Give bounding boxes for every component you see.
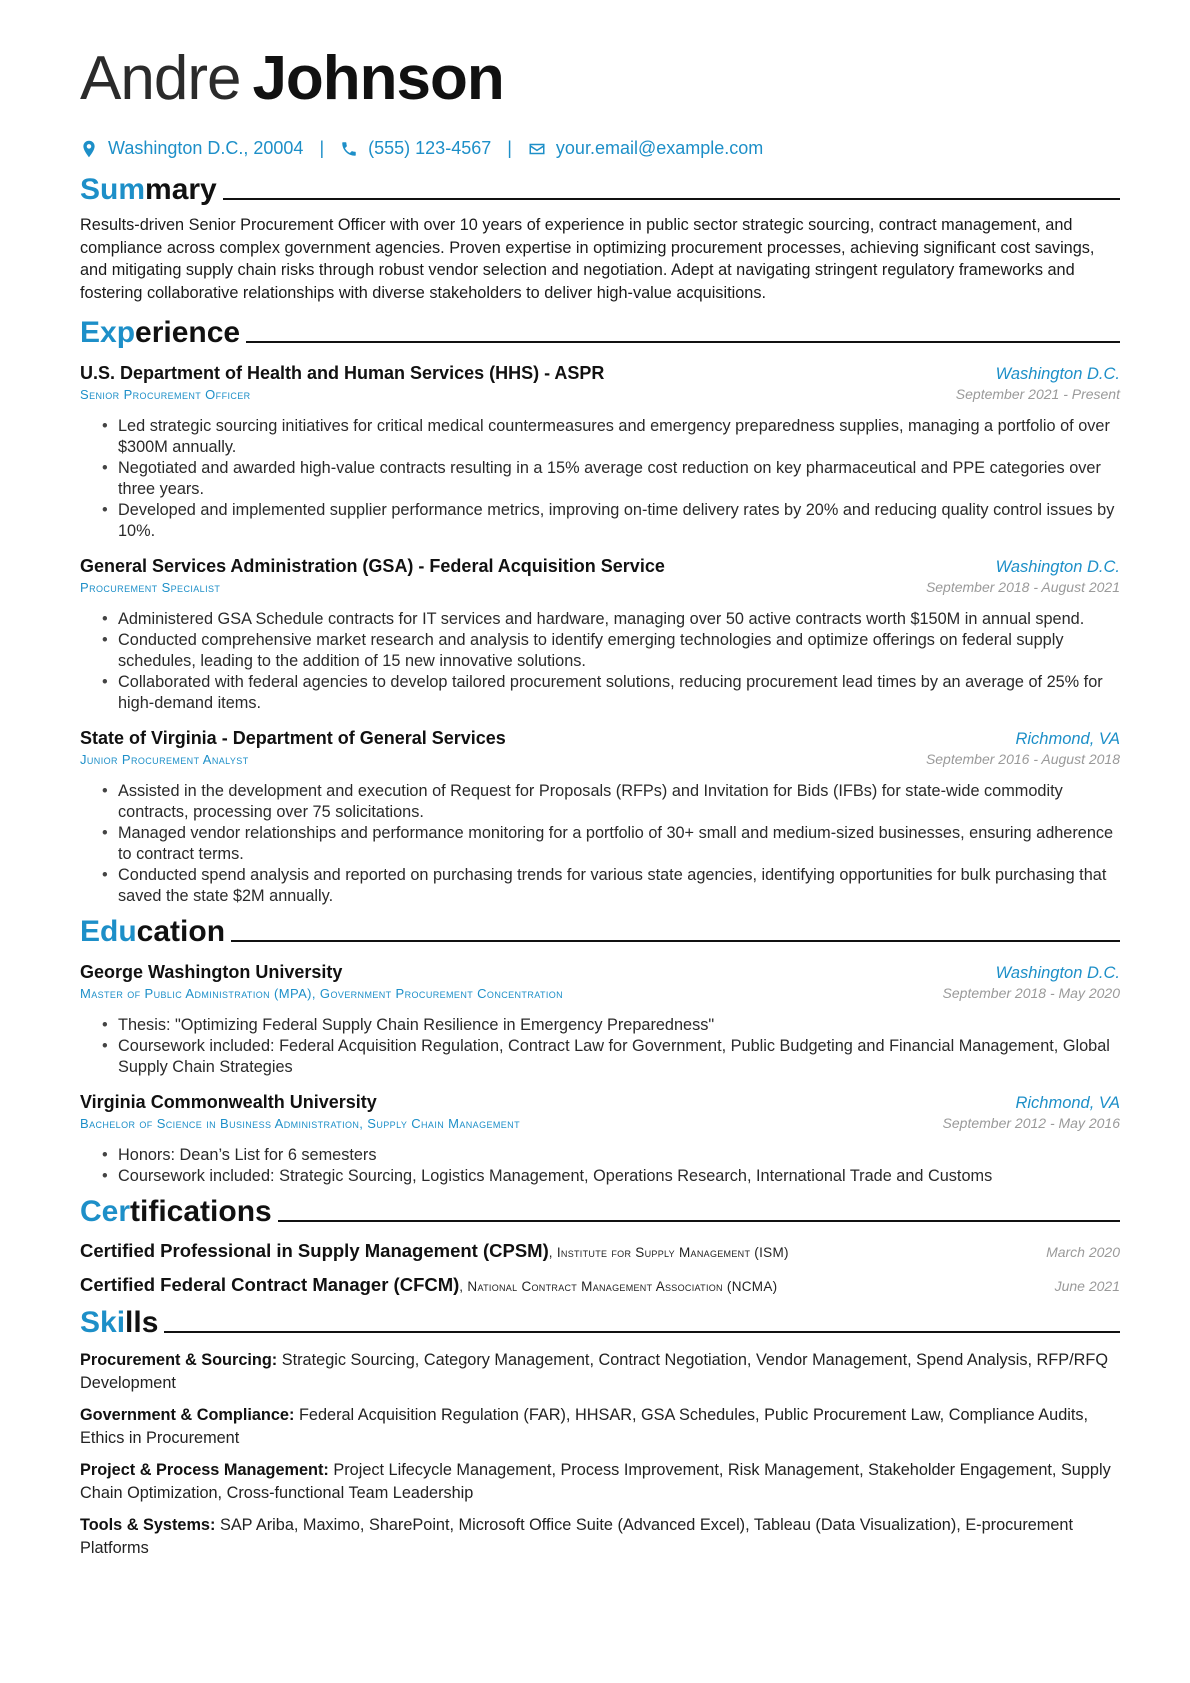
contact-line — [80, 138, 1120, 159]
bullet-item: • Negotiated and awarded high-value contracts resulting in a 15% average cost reduction on key pharmaceutical and PPE categories over three years. — [102, 458, 1130, 500]
entry-dates: September 2018 - May 2020 — [942, 985, 1120, 1001]
entry-dates: September 2012 - May 2016 — [942, 1115, 1120, 1131]
skill-items: SAP Ariba, Maximo, SharePoint, Microsoft Office Suite (Advanced Excel), Tableau (Data Visualization), E-procurement Platforms — [80, 1516, 1074, 1557]
map-pin-icon — [80, 140, 98, 158]
title-rest: tifications — [130, 1195, 272, 1228]
entry-bullets — [80, 781, 1130, 907]
contact-location — [80, 138, 303, 159]
skill-items: Strategic Sourcing, Category Management, Contract Negotiation, Vendor Management, Spend Analysis, RFP/RFQ Development — [80, 1351, 1108, 1392]
entry-location: Washington D.C. — [995, 365, 1120, 383]
bullet-item: • Managed vendor relationships and performance monitoring for a portfolio of 30+ small and medium-sized businesses, ensuring adherence to contract terms. — [102, 823, 1130, 865]
skill-group — [80, 1459, 1120, 1504]
skill-category: Tools & Systems: — [80, 1516, 216, 1534]
bullet-item: • Assisted in the development and execution of Request for Proposals (RFPs) and Invitation for Bids (IFBs) for state-wide commodity contracts, processing over 75 solicitations. — [102, 781, 1130, 823]
entry-location: Washington D.C. — [995, 558, 1120, 576]
title-rest: lls — [125, 1306, 159, 1339]
experience-entry — [80, 728, 1120, 907]
entry-role: Master of Public Administration (MPA), Government Procurement Concentration — [80, 986, 564, 1001]
title-rest: cation — [136, 915, 226, 948]
bullet-item: • Developed and implemented supplier performance metrics, improving on-time delivery rates by 20% and reducing quality control issues by 10%. — [102, 500, 1130, 542]
entry-bullets — [80, 1145, 1130, 1187]
entry-location: Washington D.C. — [995, 964, 1120, 982]
entry-organization: Virginia Commonwealth University — [80, 1092, 377, 1112]
bullet-item: • Conducted comprehensive market research and analysis to identify emerging technologies and optimize offerings on federal supply schedules, leading to the addition of 15 new innovative solutions. — [102, 630, 1130, 672]
skill-items: Project Lifecycle Management, Process Improvement, Risk Management, Stakeholder Engagement, Supply Chain Optimization, Cross-functional Team Leadership — [80, 1461, 1111, 1502]
entry-role: Junior Procurement Analyst — [80, 752, 249, 767]
certification-name: Certified Professional in Supply Management (CPSM) — [80, 1240, 549, 1261]
phone-text: (555) 123-4567 — [368, 138, 492, 158]
certification-issuer: National Contract Management Association (NCMA) — [467, 1279, 778, 1294]
title-rest: mary — [145, 173, 217, 206]
summary-heading — [80, 173, 1120, 206]
certification-issuer: Institute for Supply Management (ISM) — [556, 1245, 789, 1260]
skills-heading — [80, 1306, 1120, 1339]
phone-icon — [340, 140, 358, 158]
section-title — [80, 1306, 158, 1339]
entry-bullets — [80, 1015, 1130, 1078]
entry-location: Richmond, VA — [1015, 730, 1120, 748]
contact-separator: | — [319, 138, 325, 158]
contact-phone[interactable] — [340, 138, 491, 159]
education-entry — [80, 962, 1120, 1078]
section-rule — [164, 1331, 1120, 1333]
section-title — [80, 316, 240, 349]
entry-dates: September 2021 - Present — [955, 386, 1120, 402]
entry-role: Procurement Specialist — [80, 580, 221, 595]
first-name: Andre — [80, 44, 241, 113]
certification-date: June 2021 — [1054, 1278, 1120, 1294]
section-rule — [278, 1220, 1120, 1222]
skill-group — [80, 1514, 1120, 1559]
bullet-item: • Collaborated with federal agencies to develop tailored procurement solutions, reducing procurement lead times by an average of 25% for high-demand items. — [102, 672, 1130, 714]
skill-category: Project & Process Management: — [80, 1461, 329, 1479]
experience-entry — [80, 556, 1120, 714]
entry-organization: State of Virginia - Department of General Services — [80, 728, 506, 748]
skill-group — [80, 1349, 1120, 1394]
section-rule — [246, 341, 1120, 343]
certification-date: March 2020 — [1046, 1244, 1120, 1260]
bullet-item: • Conducted spend analysis and reported on purchasing trends for various state agencies, identifying opportunities for bulk purchasing that saved the state $2M annually. — [102, 865, 1130, 907]
email-link[interactable]: your.email@example.com — [555, 138, 764, 158]
entry-dates: September 2018 - August 2021 — [925, 579, 1120, 595]
skill-category: Procurement & Sourcing: — [80, 1351, 278, 1369]
title-accent: Ski — [80, 1306, 126, 1339]
entry-bullets — [80, 416, 1130, 542]
bullet-item: • Honors: Dean’s List for 6 semesters — [102, 1145, 1130, 1166]
bullet-item: • Coursework included: Strategic Sourcing, Logistics Management, Operations Research, International Trade and Customs — [102, 1166, 1130, 1187]
candidate-name — [80, 44, 1120, 113]
title-accent: Exp — [80, 316, 136, 349]
certifications-heading — [80, 1195, 1120, 1228]
skill-category: Government & Compliance: — [80, 1406, 295, 1424]
section-title — [80, 173, 217, 206]
section-rule — [231, 940, 1120, 942]
envelope-icon — [528, 140, 546, 158]
summary-text: Results-driven Senior Procurement Officer with over 10 years of experience in public sector strategic sourcing, contract management, and compliance across complex government agencies. Proven expertise in optimizing procurement processes, achieving significant cost savings, and mitigating supply chain risks through robust vendor selection and negotiation. Adept at navigating stringent regulatory frameworks and fostering collaborative relationships with diverse stakeholders to deliver high-value acquisitions. — [80, 216, 1095, 302]
skill-items: Federal Acquisition Regulation (FAR), HHSAR, GSA Schedules, Public Procurement Law, Compliance Audits, Ethics in Procurement — [80, 1406, 1089, 1447]
experience-entry — [80, 363, 1120, 542]
certification-entry: Certified Professional in Supply Management (CPSM), Institute for Supply Management (ISM) March 2020 — [80, 1240, 1120, 1261]
contact-email[interactable] — [528, 138, 763, 159]
bullet-item: • Thesis: "Optimizing Federal Supply Chain Resilience in Emergency Preparedness" — [102, 1015, 1130, 1036]
title-accent: Cer — [80, 1195, 131, 1228]
entry-role: Bachelor of Science in Business Administration, Supply Chain Management — [80, 1116, 520, 1131]
entry-role: Senior Procurement Officer — [80, 387, 251, 402]
section-title — [80, 1195, 272, 1228]
section-title — [80, 915, 225, 948]
certification-entry: Certified Federal Contract Manager (CFCM), National Contract Management Association (NCMA) June 2021 — [80, 1274, 1120, 1295]
bullet-item: • Administered GSA Schedule contracts for IT services and hardware, managing over 50 active contracts worth $150M in annual spend. — [102, 609, 1130, 630]
last-name: Johnson — [252, 44, 504, 113]
education-heading — [80, 915, 1120, 948]
entry-organization: U.S. Department of Health and Human Services (HHS) - ASPR — [80, 363, 605, 383]
entry-organization: General Services Administration (GSA) - Federal Acquisition Service — [80, 556, 665, 576]
certification-name: Certified Federal Contract Manager (CFCM) — [80, 1274, 460, 1295]
bullet-item: • Led strategic sourcing initiatives for critical medical countermeasures and emergency preparedness supplies, managing a portfolio of over $300M annually. — [102, 416, 1130, 458]
title-accent: Edu — [80, 915, 137, 948]
entry-dates: September 2016 - August 2018 — [925, 751, 1120, 767]
experience-heading — [80, 316, 1120, 349]
contact-separator: | — [507, 138, 512, 158]
location-text: Washington D.C., 20004 — [108, 138, 304, 158]
education-entry — [80, 1092, 1120, 1187]
entry-organization: George Washington University — [80, 962, 343, 982]
title-accent: Sum — [80, 173, 146, 206]
section-rule — [223, 198, 1120, 200]
entry-location: Richmond, VA — [1015, 1094, 1120, 1112]
entry-bullets — [80, 609, 1130, 714]
title-rest: erience — [135, 316, 241, 349]
skill-group — [80, 1404, 1120, 1449]
bullet-item: • Coursework included: Federal Acquisition Regulation, Contract Law for Government, Public Budgeting and Financial Management, Global Supply Chain Strategies — [102, 1036, 1130, 1078]
